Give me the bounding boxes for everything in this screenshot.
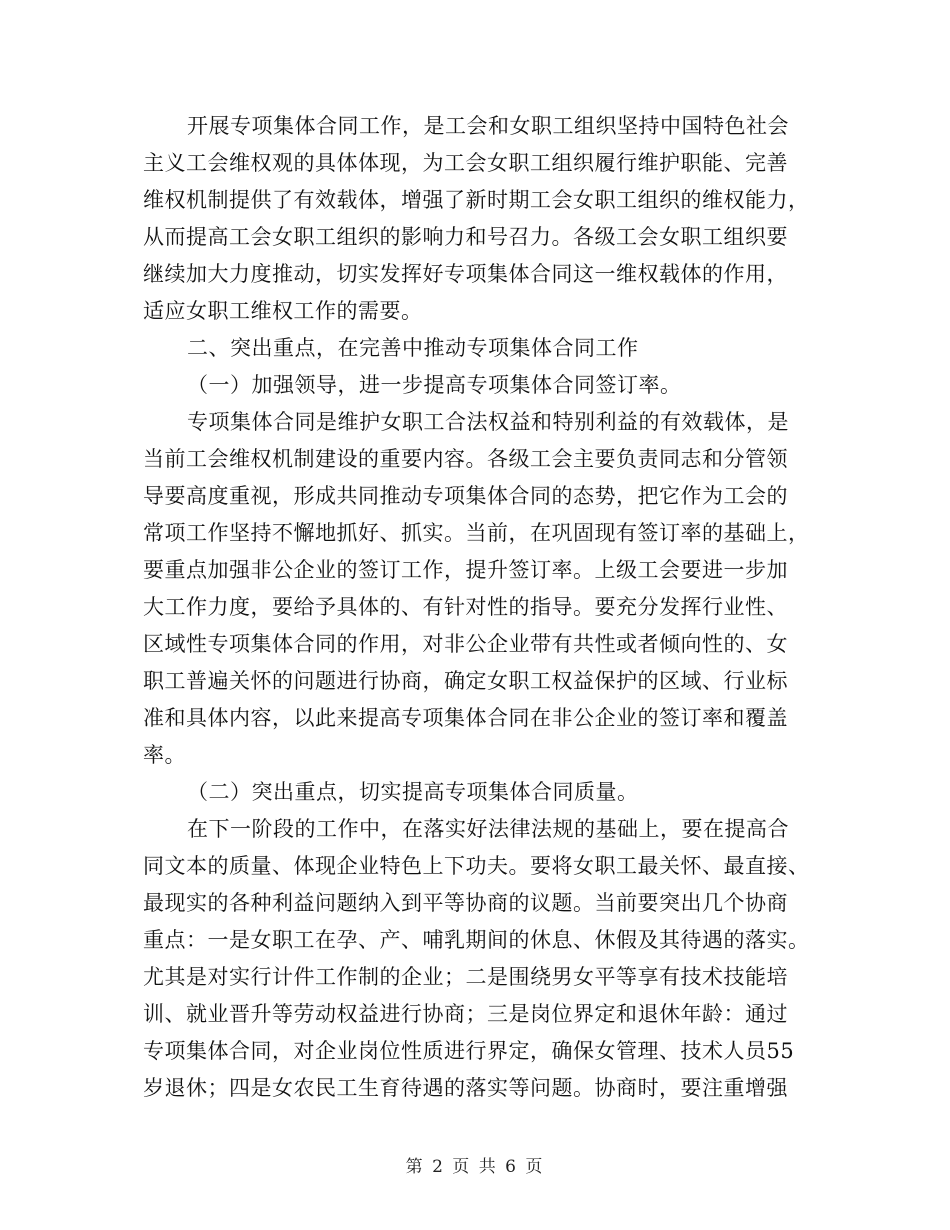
text-line: 准和具体内容，以此来提高专项集体合同在非公企业的签订率和覆盖: [143, 706, 788, 730]
text-line: 专项集体合同，对企业岗位性质进行界定，确保女管理、技术人员55: [143, 1039, 795, 1063]
text-line: 最现实的各种利益问题纳入到平等协商的议题。当前要突出几个协商: [143, 891, 788, 915]
document-body: [143, 108, 810, 1107]
text-line: 维权机制提供了有效载体，增强了新时期工会女职工组织的维权能力，: [143, 188, 810, 212]
text-line: 从而提高工会女职工组织的影响力和号召力。各级工会女职工组织要: [143, 225, 788, 249]
text-line: 二、突出重点，在完善中推动专项集体合同工作: [187, 336, 639, 360]
text-line: 在下一阶段的工作中，在落实好法律法规的基础上，要在提高合: [187, 817, 789, 841]
text-line: 当前工会维权机制建设的重要内容。各级工会主要负责同志和分管领: [143, 447, 788, 471]
text-line: 重点：一是女职工在孕、产、哺乳期间的休息、休假及其待遇的落实。: [143, 928, 810, 952]
text-line: 尤其是对实行计件工作制的企业；二是围绕男女平等享有技术技能培: [143, 965, 788, 989]
text-line: 区域性专项集体合同的作用，对非公企业带有共性或者倾向性的、女: [143, 632, 788, 656]
page-number: 第 2 页 共 6 页: [405, 1157, 545, 1177]
text-line: 岁退休；四是女农民工生育待遇的落实等问题。协商时，要注重增强: [143, 1076, 788, 1100]
text-line: 常项工作坚持不懈地抓好、抓实。当前，在巩固现有签订率的基础上，: [143, 521, 810, 545]
text-line: 适应女职工维权工作的需要。: [143, 299, 423, 323]
text-line: 开展专项集体合同工作，是工会和女职工组织坚持中国特色社会: [187, 114, 789, 138]
text-line: 要重点加强非公企业的签订工作，提升签订率。上级工会要进一步加: [143, 558, 788, 582]
text-line: 导要高度重视，形成共同推动专项集体合同的态势，把它作为工会的: [143, 484, 788, 508]
text-line: （二）突出重点，切实提高专项集体合同质量。: [187, 780, 639, 804]
text-line: 训、就业晋升等劳动权益进行协商；三是岗位界定和退休年龄：通过: [143, 1002, 788, 1026]
text-line: 继续加大力度推动，切实发挥好专项集体合同这一维权载体的作用，: [143, 262, 788, 286]
text-line: 主义工会维权观的具体体现，为工会女职工组织履行维护职能、完善: [143, 151, 788, 175]
text-line: （一）加强领导，进一步提高专项集体合同签订率。: [187, 373, 682, 397]
text-line: 大工作力度，要给予具体的、有针对性的指导。要充分发挥行业性、: [143, 595, 788, 619]
text-line: 同文本的质量、体现企业特色上下功夫。要将女职工最关怀、最直接、: [143, 854, 810, 878]
text-line: 率。: [143, 743, 186, 767]
text-line: 职工普遍关怀的问题进行协商，确定女职工权益保护的区域、行业标: [143, 669, 788, 693]
text-line: 专项集体合同是维护女职工合法权益和特别利益的有效载体，是: [187, 410, 789, 434]
